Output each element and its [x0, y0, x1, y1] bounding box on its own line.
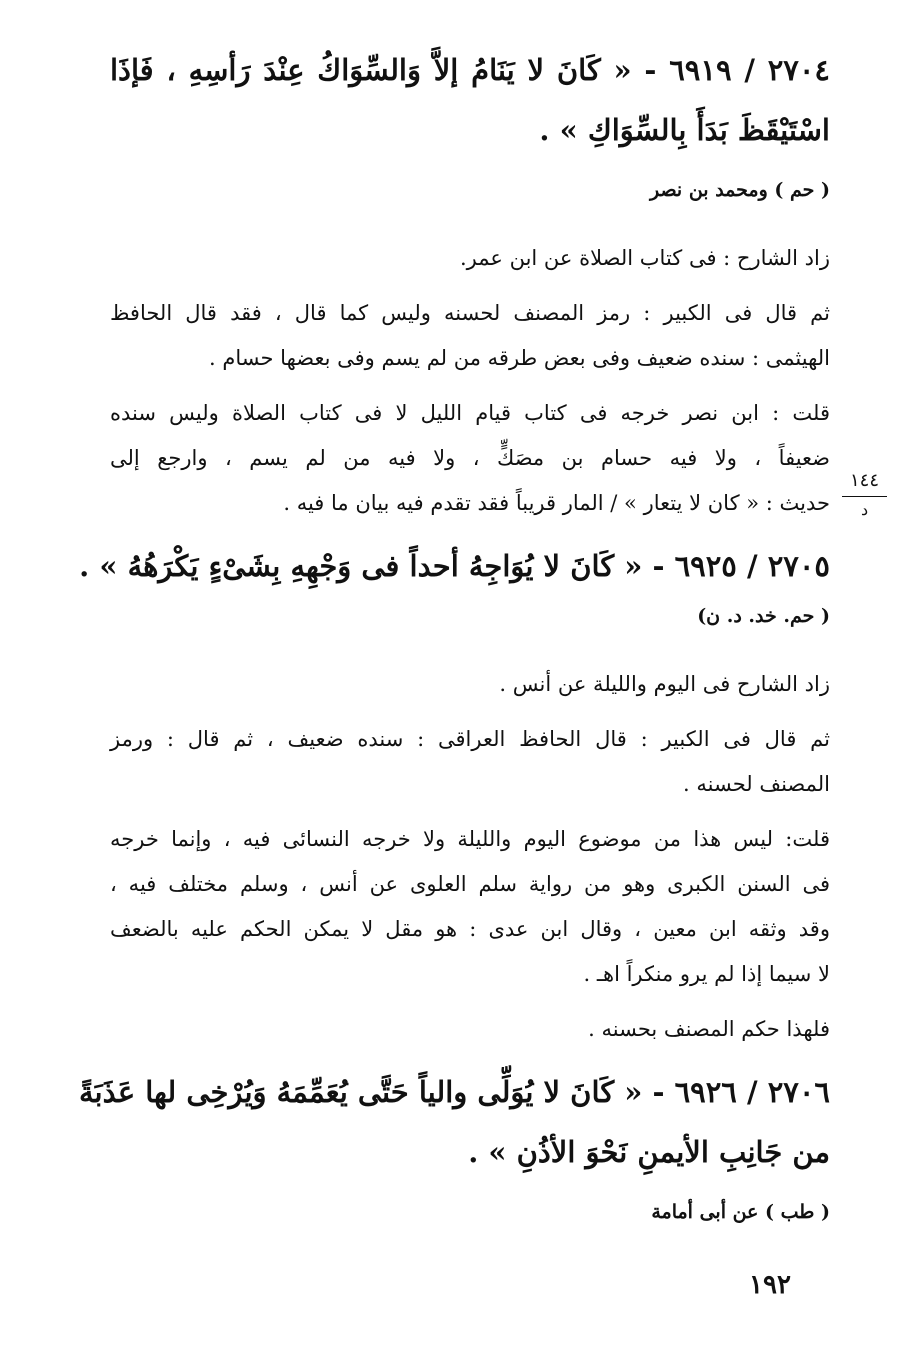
commentary-line: زاد الشارح : فى كتاب الصلاة عن ابن عمر.	[459, 246, 830, 270]
commentary-line: قلت: ليس هذا من موضوع اليوم والليلة ولا خرجه النسائى فيه ، وإنما خرجه	[110, 827, 830, 851]
hadith-text-line: ٢٧٠٦ / ٦٩٢٦ - « كَانَ لا يُوَلِّى والياً حَتَّى يُعَمِّمَهُ وَيُرْخِى لها عَذَبَةً	[78, 1075, 830, 1109]
commentary-line: فى السنن الكبرى وهو من رواية سلم العلوى عن أنس ، وسلم مختلف فيه ،	[110, 872, 830, 896]
margin-manuscript-reference	[842, 468, 887, 523]
entry-2705	[79, 536, 830, 1052]
commentary-paragraph	[110, 817, 830, 997]
commentary-line: قلت : ابن نصر خرجه فى كتاب قيام الليل لا فى كتاب الصلاة وليس سنده	[110, 401, 830, 425]
hadith-source: ( حم ) ومحمد بن نصر	[649, 179, 830, 201]
commentary-paragraph	[110, 717, 830, 807]
commentary-line: حديث : « كان لا يتعار » / المار قريباً فقد تقدم فيه بيان ما فيه .	[283, 491, 830, 515]
commentary-line: زاد الشارح فى اليوم والليلة عن أنس .	[499, 672, 830, 696]
hadith-source: ( طب ) عن أبى أمامة	[651, 1201, 830, 1223]
commentary-line: وقد وثقه ابن معين ، وقال ابن عدى : هو مقل لا يمكن الحكم عليه بالضعف	[110, 917, 830, 941]
hadith-source: ( حم. خد. د. ن)	[697, 605, 830, 627]
commentary-line: ثم قال فى الكبير : رمز المصنف لحسنه وليس كما قال ، فقد قال الحافظ	[110, 301, 830, 325]
commentary-line: الهيثمى : سنده ضعيف وفى بعض طرقه من لم يسم وفى بعضها حسام .	[209, 346, 830, 370]
hadith-text-line: ٢٧٠٥ / ٦٩٢٥ - « كَانَ لا يُوَاجِهُ أحداً فى وَجْهِهِ بِشَىْءٍ يَكْرَهُهُ » .	[79, 549, 830, 583]
page-body	[78, 40, 830, 1232]
hadith-text-line: اسْتَيْقَظَ بَدَأَ بِالسِّوَاكِ » .	[539, 113, 830, 147]
hadith-text-line: من جَانِبِ الأيمنِ نَحْوَ الأذُنِ » .	[468, 1135, 830, 1169]
commentary-line: ضعيفاً ، ولا فيه حسام بن مصَكٍّ ، ولا فيه من لم يسم ، وارجع إلى	[110, 446, 830, 470]
commentary-paragraph	[110, 236, 830, 281]
margin-folio-side: د	[860, 500, 869, 519]
commentary-line: ثم قال فى الكبير : قال الحافظ العراقى : سنده ضعيف ، ثم قال : ورمز	[110, 727, 830, 751]
commentary-paragraph	[110, 291, 830, 381]
hadith-text-line: ٢٧٠٤ / ٦٩١٩ - « كَانَ لا يَنَامُ إلاَّ وَالسِّوَاكُ عِنْدَ رَأسِهِ ، فَإذَا	[110, 53, 830, 87]
commentary-line: المصنف لحسنه .	[683, 772, 830, 796]
commentary-paragraph	[110, 391, 830, 526]
entry-2704	[110, 40, 830, 526]
margin-folio-number: ١٤٤	[842, 468, 887, 497]
entry-2706	[78, 1062, 830, 1232]
commentary-line: لا سيما إذا لم يرو منكراً اهـ .	[583, 962, 830, 986]
commentary-paragraph	[110, 1007, 830, 1052]
commentary-line: فلهذا حكم المصنف بحسنه .	[588, 1017, 830, 1041]
page-number: ١٩٢	[749, 1270, 791, 1300]
commentary-paragraph	[110, 662, 830, 707]
